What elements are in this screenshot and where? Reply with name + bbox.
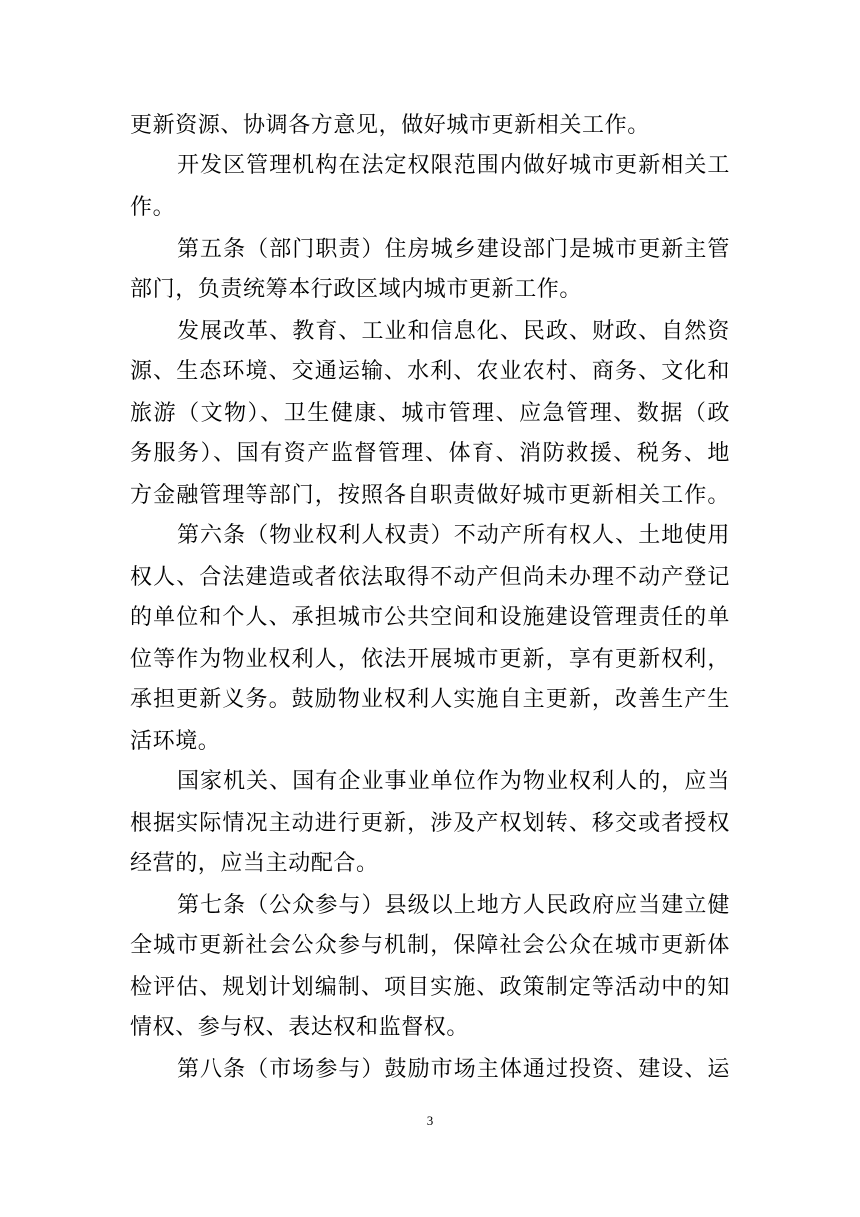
text-line: 承担更新义务。鼓励物业权利人实施自主更新，改善生产生 [130, 687, 730, 712]
text-line: 务服务）、国有资产监督管理、体育、消防救援、税务、地 [130, 441, 730, 466]
text-line: 国家机关、国有企业事业单位作为物业权利人的，应当 [177, 769, 730, 794]
text-line: 旅游（文物）、卫生健康、城市管理、应急管理、数据（政 [130, 401, 730, 426]
text-line: 全城市更新社会公众参与机制，保障社会公众在城市更新体 [130, 933, 730, 958]
text-line: 位等作为物业权利人，依法开展城市更新，享有更新权利， [130, 647, 730, 672]
text-line: 开发区管理机构在法定权限范围内做好城市更新相关工 [177, 153, 730, 178]
text-line: 活环境。 [130, 729, 221, 754]
text-line: 部门，负责统筹本行政区域内城市更新工作。 [130, 277, 583, 302]
text-line: 第六条（物业权利人权责）不动产所有权人、土地使用 [177, 523, 730, 548]
text-line: 源、生态环境、交通运输、水利、农业农村、商务、文化和 [130, 359, 730, 384]
text-line: 第五条（部门职责）住房城乡建设部门是城市更新主管 [177, 237, 730, 262]
text-line: 情权、参与权、表达权和监督权。 [130, 1015, 470, 1040]
text-line: 更新资源、协调各方意见，做好城市更新相关工作。 [130, 113, 650, 138]
text-line: 发展改革、教育、工业和信息化、民政、财政、自然资 [177, 319, 730, 344]
text-line: 第八条（市场参与）鼓励市场主体通过投资、建设、运 [177, 1057, 730, 1082]
text-line: 检评估、规划计划编制、项目实施、政策制定等活动中的知 [130, 975, 730, 1000]
text-line: 根据实际情况主动进行更新，涉及产权划转、移交或者授权 [130, 811, 730, 836]
text-line: 第七条（公众参与）县级以上地方人民政府应当建立健 [177, 893, 730, 918]
text-line: 经营的，应当主动配合。 [130, 851, 379, 876]
page-number: 3 [426, 1113, 434, 1128]
text-line: 权人、合法建造或者依法取得不动产但尚未办理不动产登记 [130, 565, 730, 590]
text-line: 的单位和个人、承担城市公共空间和设施建设管理责任的单 [130, 605, 730, 630]
text-line: 方金融管理等部门，按照各自职责做好城市更新相关工作。 [130, 483, 730, 508]
text-line: 作。 [130, 195, 176, 220]
